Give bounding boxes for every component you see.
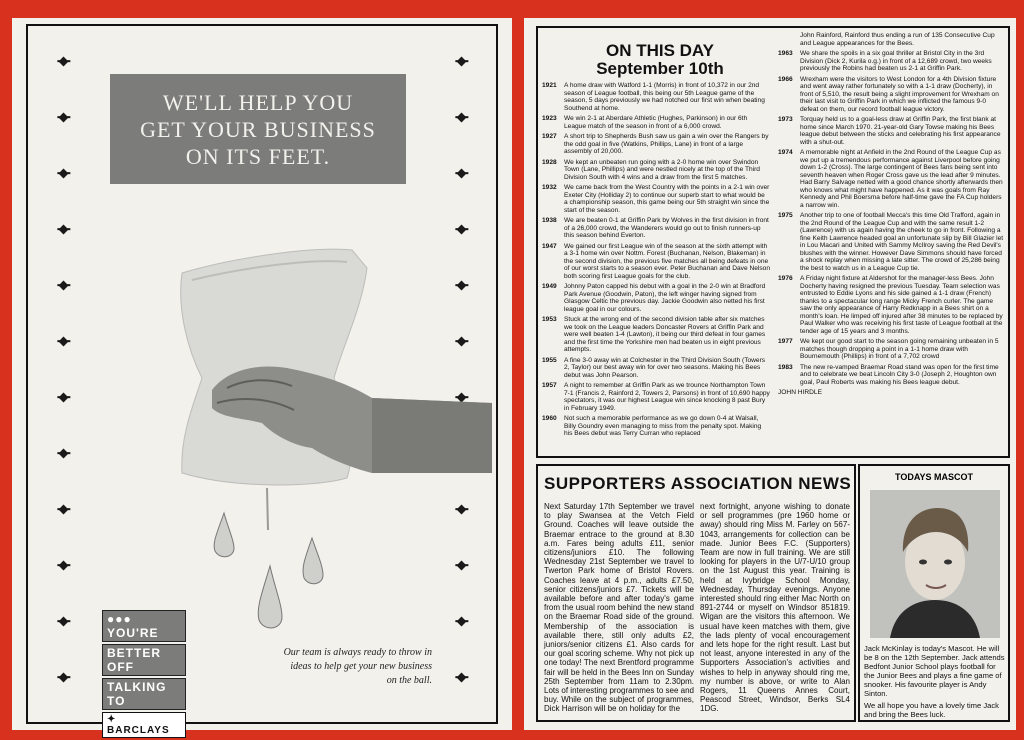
barclays-logo	[102, 610, 186, 740]
history-entry	[542, 133, 770, 156]
logo-line: BETTER OFF	[102, 644, 186, 676]
entry-year: 1923	[542, 115, 557, 122]
mascot-text	[864, 644, 1006, 719]
history-entry	[542, 82, 770, 112]
mascot-title: TODAYS MASCOT	[894, 472, 973, 482]
history-entry	[542, 415, 770, 438]
author-credit: JOHN HIRDLE	[778, 389, 822, 396]
programme-page	[524, 18, 1016, 730]
entry-text: The new re-vamped Braemar Road stand was open for the first time and to celebrate we beat Lincoln City 3-0 (Joseph 2, Houghton own goal, Paul Roberts was making his Bees league debut.	[800, 363, 999, 386]
title-line-date: September 10th	[596, 59, 724, 78]
entry-year: 1949	[542, 283, 557, 290]
advert-headline	[110, 74, 406, 184]
headline-line: WE'LL HELP YOU	[162, 89, 354, 115]
entry-year: 1947	[542, 242, 557, 250]
on-this-day-column-2	[778, 32, 1006, 397]
entry-text: A Friday night fixture at Aldershot for the manager-less Bees. John Docherty having resigned the previous Tuesday. Team selection was entrusted to Eddie Lyons and his side gained a 1-1 draw (French) thanks to a spectacular long range Micky French curler. The game saw the only appearance of Harry Redknapp in a Bees shirt on a month's loan. He limped off injured after 38 minutes to be replaced by Paul Walker who was receiving his first taste of League football at the tender age of 15 years and 3 months.	[800, 275, 1003, 335]
supporters-news-section	[536, 464, 856, 722]
entry-text: Johnny Paton capped his debut with a goal in the 2-0 win at Bradford Park Avenue (Goodwin, Paton), the left winger having signed from Glasgow Celtic the previous day. Jackie Goodwin also netted his first league goal in our colours.	[564, 283, 766, 313]
history-entry	[542, 184, 770, 214]
supporters-column-1: Next Saturday 17th September we travel to play Swansea at the Vetch Field Ground. Coaches will leave outside the Braemar entrace to the ground at 8.30 a.m. Fares being adults £11, senior citizens/juniors £10. The following Wednesday 21st September we travel to Twerton Park home of Bristol Rovers. Coaches leave at 4 p.m., adults £7.50, senior citizens/juniors £7. Tickets will be available before and after today's game from the usual room behind the new stand on the Braemar Road side of the ground. Membership of the association is available there, still only adults £2, juniors/senior citizens £1. Also cards for our goal scoring scheme. Why not pick up one today! The next Brentford programme fair will be held in the Bees Inn on Sunday 25th September from 11am to 2.30pm. Lots of interesting programmes to see and buy. While on the subject of programmes, Dick Harrison will be on holiday for the	[544, 502, 694, 714]
history-entry	[542, 243, 770, 281]
history-entry	[778, 275, 1006, 335]
entry-year: 1966	[778, 75, 793, 83]
entry-text: We kept an unbeaten run going with a 2-0 home win over Swindon Town (Lane, Phillips) and were nestled nicely at the top of the Third Division South with 4 wins and a draw from the first 5 matches.	[564, 158, 760, 181]
history-entry	[542, 217, 770, 240]
entry-text: We are beaten 0-1 at Griffin Park by Wolves in the first division in front of a 26,000 crowd, the Wanderers would go out to finish runners-up this season behind Everton.	[564, 217, 769, 239]
title-line: ON THIS DAY	[605, 41, 714, 60]
entry-year: 1973	[778, 116, 793, 123]
entry-text: John Rainford, Rainford thus ending a run of 135 Consecutive Cup and League appearances for the Bees.	[800, 32, 995, 47]
entry-year: 1953	[542, 316, 557, 323]
entry-text: A home draw with Watford 1-1 (Morris) in front of 10,372 in our 2nd season of League football, this being our 5th League game of the season, 5 days previously we had notched our first win when beating Southend at home.	[564, 82, 765, 112]
entry-year: 1977	[778, 338, 793, 345]
entry-year: 1974	[778, 149, 793, 156]
barclays-advert-page	[12, 18, 512, 736]
supporters-news-title: SUPPORTERS ASSOCIATION NEWS	[544, 474, 852, 493]
history-entry	[542, 283, 770, 313]
history-entry	[778, 116, 1006, 146]
mascot-paragraph: We all hope you have a lovely time Jack and bring the Bees luck.	[864, 701, 999, 719]
entry-year: 1932	[542, 184, 557, 191]
barclays-name: BARCLAYS	[107, 725, 170, 736]
mascot-section	[858, 464, 1010, 722]
entry-text: A fine 3-0 away win at Colchester in the Third Division South (Towers 2, Taylor) our best away win for over two seasons. Making his Bees debut was John Pearson.	[564, 356, 766, 379]
entry-text: A memorable night at Anfield in the 2nd Round of the League Cup as we put up a tremendous performance against Liverpool before going down 1-2 (Cross). The large contingent of Bees fans being sent into seventh heaven when Roger Cross gave us the lead after 9 minutes. Had Barry Salvage netted with a good chance shortly afterwards then who knows what might have happened. As it was goals from Ray Kennedy and Phil Boersma before half-time gave the FA Cup holders a narrow win.	[800, 149, 1003, 209]
entry-text: Another trip to one of football Mecca's this time Old Trafford, again in the 2nd Round of the League Cup and with the same result 1-2 (Lawrence) with us again having the cheek to go in front. Following a fine Keith Lawrence headed goal an unfortunate slip by Bill Glazier let in Lou Macari and United with Sammy McIlroy saving the Red Devil's blushes with the winner. However Dave Simmons should have forced a shock replay when missing a late sitter. The crowd of 25,286 being the best to watch us in a League Cup tie.	[800, 212, 1004, 272]
entry-text: We came back from the West Country with the points in a 2-1 win over Exeter City (Holliday 2) to continue our superb start to what would be a championship season, this game being our 5th straight win since the start of the season.	[564, 184, 770, 214]
on-this-day-title	[550, 42, 770, 78]
on-this-day-section	[536, 26, 1010, 458]
history-entry	[542, 382, 770, 412]
entry-text: We gained our first League win of the season at the sixth attempt with a 3-1 home win over Nottm. Forest (Buchanan, Nelson, Blakeman) in the second division, the previous five matches all being defeats in one of our worst starts to a season ever. Peter Buchanan and Dave Nelson both scoring first League goals for the club.	[564, 242, 770, 280]
history-entry	[542, 357, 770, 380]
logo-line: ●●● YOU'RE	[102, 610, 186, 642]
entry-year: 1960	[542, 415, 557, 422]
logo-line: TALKING TO	[102, 678, 186, 710]
entry-text: We share the spoils in a six goal thriller at Bristol City in the 3rd Division (Dick 2, Kurila o.g.) in front of a 12,689 crowd, two weeks previously the Robins had beaten us 2-1 at Griffin Park.	[800, 50, 992, 72]
entry-year: 1921	[542, 82, 557, 89]
history-entry	[778, 364, 1006, 387]
supporters-column-2: next fortnight, anyone wishing to donate or sell programmes (pre 1960 home or away) should ring Miss M. Farley on 567-1043, arrangements for collection can be made. Junior Bees F.C. (Supporters) Team are now in full training. We are still looking for players in the U/7-U/10 group on the 1st August this year. Training is held at Ivybridge School Monday, Wednesday, Thursday evenings. Anyone interested should ring either Mac North on 891-2744 or myself on Windsor 851819. Wigan are the visitors this afternoon. We usual have keen matches with them, give the lads plenty of vocal encouragement and lets hope for the right result. Last but not least, anyone interested in any of the Supporters Association's activities and wishes to help in anyway should ring me, my number is above, or write to Alan Rogers, 11 Queens Annes Court, Peascod Street, Windsor, Berks SL4 1DG.	[700, 502, 850, 714]
advert-tagline: Our team is always ready to throw in ideas to help get your new business on the ball.	[283, 647, 432, 686]
history-entry	[542, 115, 770, 130]
entry-year: 1957	[542, 382, 557, 389]
entry-text: Not such a memorable performance as we go down 0-4 at Walsall, Billy Goundry even managing to miss from the penalty spot. Making his Bees debut was Terry Curran who replaced	[564, 415, 762, 437]
history-entry	[778, 76, 1006, 114]
entry-year: 1927	[542, 133, 557, 140]
entry-text: Wrexham were the visitors to West London for a 4th Division fixture and went away rather fortunately so with a 1-1 draw (Docherty), in front of 5,510, the result being a slight improvement for Wrexham on their last visit to Griffin Park in which we inflicted the famous 9-0 defeat on them, our record football league victory.	[800, 75, 999, 113]
logo-line-barclays	[102, 712, 186, 738]
history-entry	[778, 338, 1006, 361]
entry-text: Torquay held us to a goal-less draw at Griffin Park, the first blank at home since March 1970. 21-year-old Gary Towse making his Bees league debut between the sticks and celebrating his first appearance with a shut-out.	[800, 116, 1001, 146]
history-entry	[542, 316, 770, 354]
mascot-photo	[870, 490, 1000, 638]
history-entry	[778, 50, 1006, 73]
eagle-icon: ✦	[107, 714, 117, 725]
entry-text: We win 2-1 at Aberdare Athletic (Hughes, Parkinson) in our 6th League match of the season in front of a 6,000 crowd.	[564, 115, 748, 130]
entry-year: 1975	[778, 212, 793, 219]
history-entry	[778, 212, 1006, 272]
history-entry	[778, 32, 1006, 47]
entry-year: 1928	[542, 158, 557, 166]
on-this-day-column-1	[542, 82, 770, 441]
history-entry	[778, 149, 1006, 209]
entry-text: A short trip to Shepherds Bush saw us gain a win over the Rangers by the odd goal in five (Watkins, Phillips, Lane) in front of a large assembly of 20,000.	[564, 133, 769, 155]
mascot-paragraph: Jack McKinlay is today's Mascot. He will be 8 on the 12th September. Jack attends Bedfont Junior School plays football for the Junior Bees and plays a fine game of snooker. His favourite player is Andy Sinton.	[864, 644, 1005, 698]
entry-year: 1983	[778, 363, 793, 371]
entry-text: A night to remember at Griffin Park as we trounce Northampton Town 7-1 (Francis 2, Rainford 2, Towers 2, Parsons) in front of 10,690 happy spectators, it was our highest League win since knocking 8 past Bury in February 1949.	[564, 382, 770, 412]
entry-year	[778, 32, 800, 47]
entry-year: 1938	[542, 217, 557, 224]
entry-year: 1963	[778, 50, 793, 57]
entry-year: 1976	[778, 275, 793, 282]
entry-text: Stuck at the wrong end of the second division table after six matches we took on the League leaders Doncaster Rovers at Griffin Park and were well beaten 1-4 (Lawton), it being our third defeat in four games and the first time the Yorkshire men had beaten us in eight previous attempts.	[564, 316, 766, 353]
history-entry	[542, 159, 770, 182]
entry-year: 1955	[542, 356, 557, 364]
headline-line: ON ITS FEET.	[185, 143, 331, 169]
headline-line: GET YOUR BUSINESS	[140, 116, 376, 142]
entry-text: We kept our good start to the season going remaining unbeaten in 5 matches though dropping a point in a 1-1 home draw with Bournemouth (Phillips) in front of a 7,702 crowd	[800, 338, 999, 360]
